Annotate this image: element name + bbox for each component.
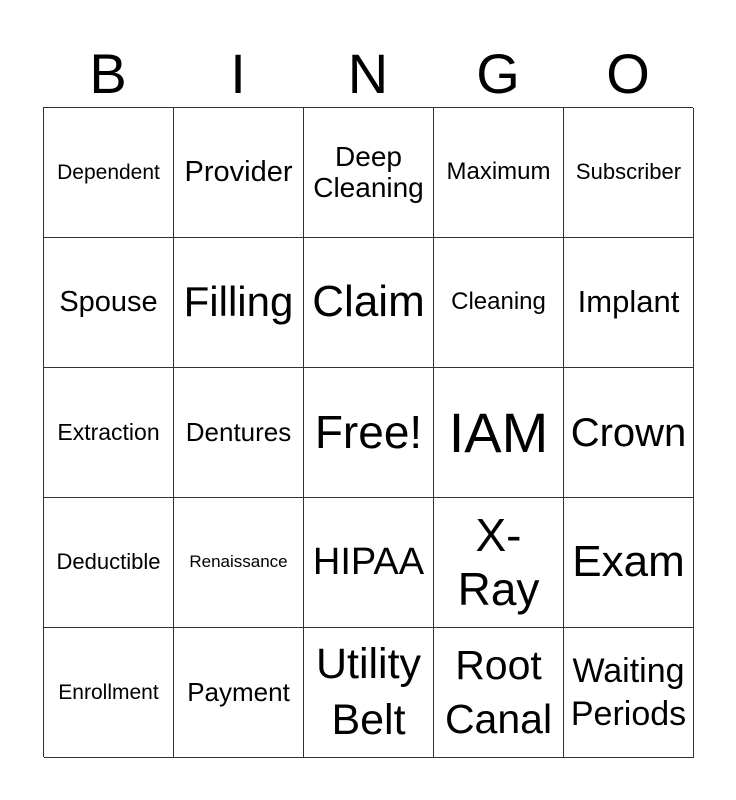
cell-label: Claim: [312, 277, 425, 327]
bingo-cell-r2c4[interactable]: [564, 368, 694, 498]
cell-label: Filling: [183, 278, 294, 326]
bingo-cell-r0c3[interactable]: [434, 108, 564, 238]
bingo-cell-r1c3[interactable]: [434, 238, 564, 368]
header-letter-g: G: [476, 42, 520, 105]
bingo-cell-r4c2[interactable]: [304, 628, 434, 758]
cell-label: Maximum: [446, 158, 551, 186]
cell-label: Deductible: [56, 549, 161, 575]
cell-label: Extraction: [57, 418, 160, 445]
bingo-cell-r2c0[interactable]: [44, 368, 174, 498]
bingo-cell-r3c4[interactable]: [564, 498, 694, 628]
cell-label: Implant: [577, 284, 680, 320]
cell-label: IAM: [448, 400, 549, 464]
bingo-cell-r4c3[interactable]: [434, 628, 564, 758]
bingo-cell-r4c1[interactable]: [174, 628, 304, 758]
cell-label: Root Canal: [444, 642, 553, 742]
cell-label: Exam: [572, 537, 685, 587]
bingo-cell-r1c2[interactable]: [304, 238, 434, 368]
cell-label: Provider: [184, 155, 293, 188]
header-letter-b: B: [89, 42, 127, 105]
cell-label: Waiting Periods: [570, 652, 687, 733]
bingo-cell-r2c2[interactable]: [304, 368, 434, 498]
cell-label: Renaissance: [189, 552, 288, 572]
bingo-board: [43, 107, 693, 757]
cell-label: Enrollment: [58, 680, 159, 704]
cell-label: Payment: [187, 677, 290, 708]
cell-label: Free!: [314, 406, 423, 459]
bingo-cell-r3c2[interactable]: [304, 498, 434, 628]
bingo-cell-r3c1[interactable]: [174, 498, 304, 628]
bingo-cell-r3c3[interactable]: [434, 498, 564, 628]
bingo-cell-r1c0[interactable]: [44, 238, 174, 368]
bingo-cell-r0c4[interactable]: [564, 108, 694, 238]
bingo-cell-r4c0[interactable]: [44, 628, 174, 758]
cell-label: Spouse: [59, 285, 158, 318]
bingo-cell-r0c1[interactable]: [174, 108, 304, 238]
header-letter-i: I: [230, 42, 246, 105]
cell-label: X-Ray: [457, 509, 540, 615]
header-letter-o: O: [606, 42, 650, 105]
bingo-cell-r1c4[interactable]: [564, 238, 694, 368]
bingo-cell-r2c3[interactable]: [434, 368, 564, 498]
cell-label: Deep Cleaning: [313, 140, 424, 203]
bingo-header: [43, 40, 693, 108]
bingo-cell-r4c4[interactable]: [564, 628, 694, 758]
cell-label: HIPAA: [312, 540, 425, 583]
cell-label: Crown: [570, 410, 687, 455]
bingo-cell-r0c2[interactable]: [304, 108, 434, 238]
cell-label: Dependent: [57, 160, 160, 184]
header-letter-n: N: [347, 42, 389, 105]
bingo-cell-r0c0[interactable]: [44, 108, 174, 238]
cell-label: Utility Belt: [315, 639, 422, 744]
bingo-cell-r3c0[interactable]: [44, 498, 174, 628]
bingo-cell-r2c1[interactable]: [174, 368, 304, 498]
cell-label: Subscriber: [575, 159, 682, 185]
cell-label: Dentures: [185, 417, 292, 448]
cell-label: Cleaning: [451, 288, 546, 316]
bingo-cell-r1c1[interactable]: [174, 238, 304, 368]
